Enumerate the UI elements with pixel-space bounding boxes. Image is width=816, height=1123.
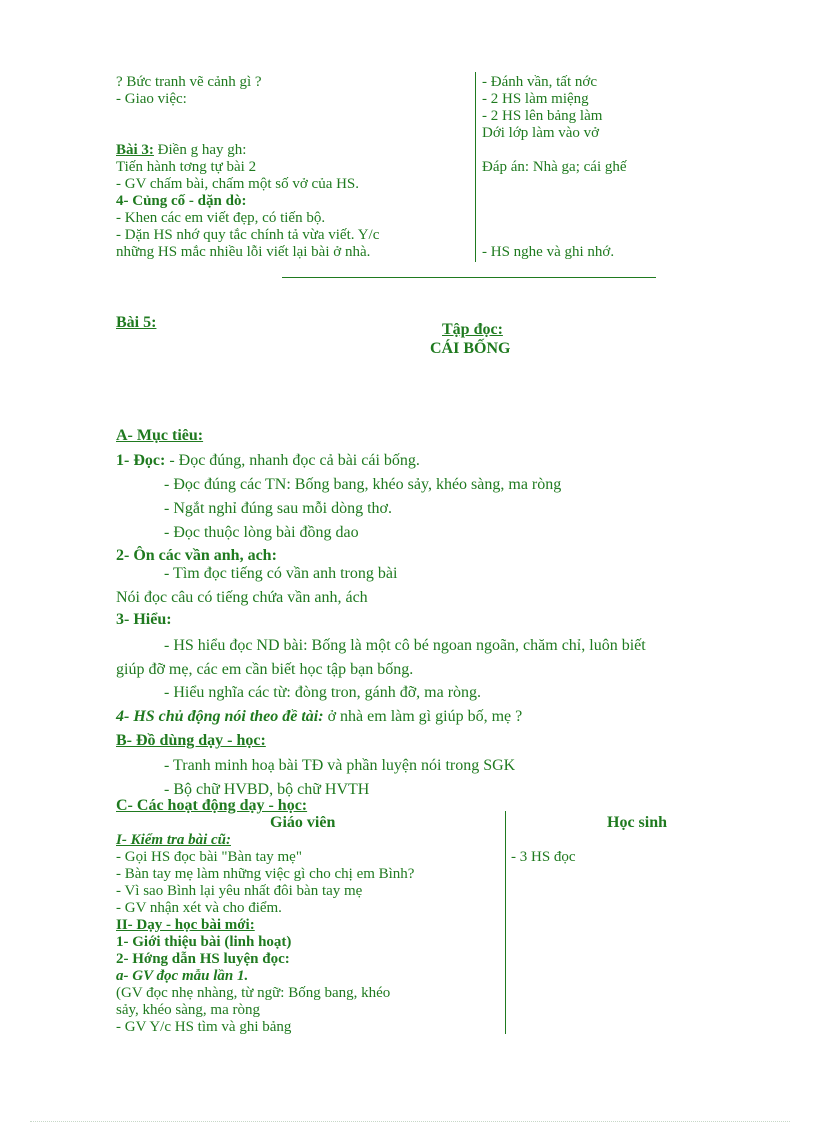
doc-item: - Đọc đúng các TN: Bống bang, khéo sảy, khéo sàng, ma ròng [164,476,562,493]
hieu-item: - HS hiểu đọc ND bài: Bống là một cô bé ngoan ngoãn, chăm chỉ, luôn biết [164,637,646,654]
student-line: - 2 HS làm miệng [482,91,589,107]
doc-item: - Đọc thuộc lòng bài đồng dao [164,524,359,541]
gioi-thieu: 1- Giới thiệu bài (linh hoạt) [116,934,292,950]
col-teacher-header: Giáo viên [270,814,336,831]
doc-mau: a- GV đọc mẫu lần 1. [116,968,249,984]
student-answer: - 3 HS đọc [511,849,576,865]
teacher-line: - Khen các em viết đẹp, có tiến bộ. [116,210,326,226]
teacher-line: những HS mắc nhiều lỗi viết lại bài ở nhà. [116,244,371,260]
column-divider [475,72,476,262]
kiemtra-line: - Vì sao Bình lại yêu nhất đôi bàn tay mẹ [116,883,363,899]
lesson-subject: Tập đọc: [442,321,503,338]
col-student-header: Học sinh [607,814,668,831]
doc-text: - Đọc đúng, nhanh đọc cả bài cái bống. [165,452,420,469]
objectives-heading: A- Mục tiêu: [116,427,204,444]
lesson-label: Bài 5: [116,314,157,331]
materials-heading: B- Đồ dùng dạy - học: [116,732,266,749]
day-heading: II- Dạy - học bài mới: [116,917,255,933]
materials-item: - Bộ chữ HVBD, bộ chữ HVTH [164,781,370,798]
noi-heading: 4- HS chủ động nói theo đề tài: [116,708,324,725]
doc-item: - Ngắt nghỉ đúng sau mỗi dòng thơ. [164,500,392,517]
noi-line [116,707,522,727]
doc-line [116,451,420,471]
teacher-line: Tiến hành tơng tự bài 2 [116,159,257,175]
hieu-item-cont: giúp đỡ mẹ, các em cần biết học tập bạn bống. [116,661,414,678]
bai3-text: Điền g hay gh: [153,142,247,158]
student-line: - Đánh vần, tất nớc [482,74,597,90]
tail-line: (GV đọc nhẹ nhàng, từ ngữ: Bống bang, khéo [116,985,391,1001]
student-line: - HS nghe và ghi nhớ. [482,244,615,260]
materials-item: - Tranh minh hoạ bài TĐ và phần luyện nói trong SGK [164,757,516,774]
activities-heading: C- Các hoạt động dạy - học: [116,797,308,814]
bai3-line [116,142,246,159]
huong-dan: 2- Hớng dẫn HS luyện đọc: [116,951,290,967]
on-item: Nói đọc câu có tiếng chứa vần anh, ách [116,589,368,606]
kiemtra-line: - Bàn tay mẹ làm những việc gì cho chị em Bình? [116,866,415,882]
on-heading: 2- Ôn các vần anh, ach: [116,547,277,564]
column-divider [505,811,506,1034]
tail-line: - GV Y/c HS tìm và ghi bảng [116,1019,292,1035]
teacher-line: - GV chấm bài, chấm một số vở của HS. [116,176,360,192]
on-item: - Tìm đọc tiếng có vần anh trong bài [164,565,398,582]
teacher-line: ? Bức tranh vẽ cảnh gì ? [116,74,262,90]
teacher-line: - Giao việc: [116,91,187,107]
student-line: Dới lớp làm vào vở [482,125,600,141]
tail-line: sảy, khéo sàng, ma ròng [116,1002,260,1018]
student-line: Đáp án: Nhà ga; cái ghế [482,159,627,175]
doc-label: 1- Đọc: [116,452,166,469]
hieu-heading: 3- Hiểu: [116,611,172,628]
kiemtra-line: - Gọi HS đọc bài "Bàn tay mẹ" [116,849,302,865]
student-line: - 2 HS lên bảng làm [482,108,603,124]
cungco-heading: 4- Củng cố - dặn dò: [116,193,247,209]
kiemtra-heading: I- Kiểm tra bài cũ: [116,832,231,848]
separator-line [282,277,656,278]
bai3-label: Bài 3: [116,142,154,158]
teacher-line: - Dặn HS nhớ quy tắc chính tả vừa viết. Y/c [116,227,380,243]
page-bottom-dotted-border [30,1121,790,1122]
hieu-item: - Hiểu nghĩa các từ: đòng tron, gánh đỡ, ma ròng. [164,684,482,701]
kiemtra-line: - GV nhận xét và cho điểm. [116,900,282,916]
lesson-title: CÁI BỐNG [430,340,511,357]
noi-text: ở nhà em làm gì giúp bố, mẹ ? [323,708,523,725]
